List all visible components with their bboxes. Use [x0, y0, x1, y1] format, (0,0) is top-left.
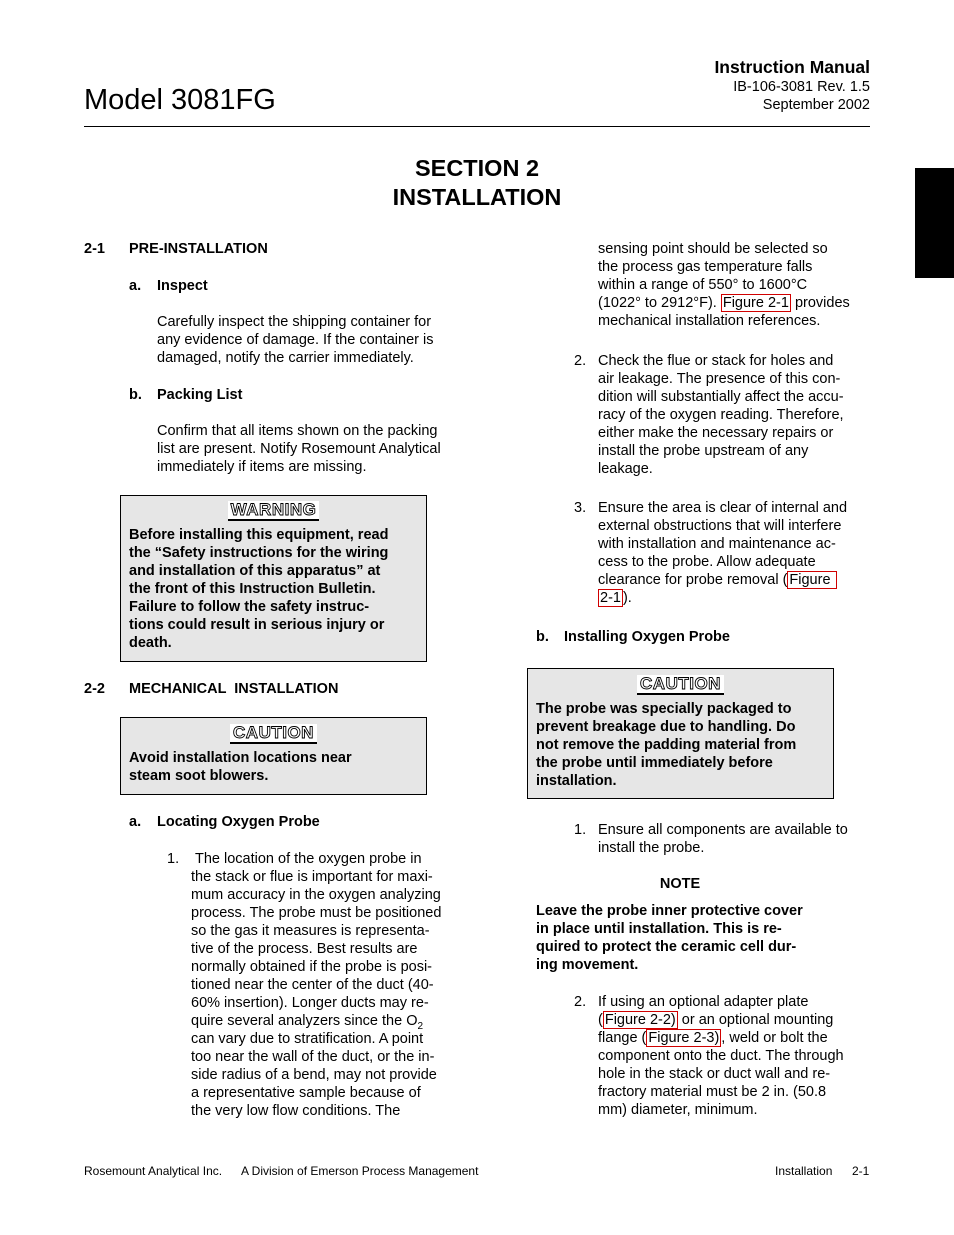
footer-section: Installation	[775, 1164, 833, 1178]
heading-2-1-number: 2-1	[84, 241, 105, 257]
section-tab	[915, 168, 954, 278]
note-text: Leave the probe inner protective cover in place until installation. This is re- quired to protect the ceramic cell dur- ing movement.	[536, 903, 803, 973]
doc-number: IB-106-3081 Rev. 1.5	[733, 79, 870, 95]
heading-pre-installation: PRE-INSTALLATION	[129, 241, 268, 257]
header-info	[714, 56, 870, 114]
heading-2-2-number: 2-2	[84, 681, 105, 697]
footer-division: A Division of Emerson Process Management	[241, 1164, 479, 1178]
manual-title: Instruction Manual	[714, 57, 870, 77]
warning-label: WARNING	[228, 501, 320, 521]
step-b1-number: 1.	[574, 822, 587, 838]
section-number: SECTION 2	[414, 155, 540, 181]
sub-a-letter: a.	[129, 278, 142, 294]
section-title: INSTALLATION	[392, 184, 562, 210]
step-b1-text: Ensure all components are available to install the probe.	[598, 822, 848, 856]
step-b2-number: 2.	[574, 994, 587, 1010]
item-1-continued: sensing point should be selected so the process gas temperature falls within a range of 550° to 1600°C (1022° to 2912°F). Figure 2-1 provides mechanical installation references.	[598, 241, 850, 329]
packing-list-paragraph: Confirm that all items shown on the packing list are present. Notify Rosemount Analytical immediately if items are missing.	[157, 423, 441, 475]
sub-b-letter: b.	[129, 387, 142, 403]
figure-2-1-link-c[interactable]: 2-1	[600, 590, 621, 606]
warning-text: Before installing this equipment, read the “Safety instructions for the wiring and installation of this apparatus” at the front of this Instruction Bulletin. Failure to follow the safety instruc- tions could result in serious injury or death.	[129, 527, 389, 651]
figure-2-1-link-b[interactable]: Figure	[789, 572, 835, 588]
sub-installing-title: Installing Oxygen Probe	[564, 629, 730, 645]
item-1-number: 1.	[167, 851, 180, 867]
sub-inspect-title: Inspect	[157, 278, 208, 294]
sub-installing-letter: b.	[536, 629, 549, 645]
item-1-text: The location of the oxygen probe in the stack or flue is important for maxi- mum accuracy in the oxygen analyzing process. The probe must be positioned so the gas it measures is representa- tive of the process. Best results are normally obtained if the probe is posi- tioned near the center of the duct (40- 60% insertion). Longer ducts may re- quire several analyzers since the $O_2$ can vary due to stratification. A point too near the wall of the duct, or the in- side radius of a bend, may not provide a representative sample because of the very low flow conditions. The	[191, 851, 442, 1119]
caution-box-packaging	[527, 668, 834, 799]
doc-date: September 2002	[762, 97, 870, 113]
footer-company: Rosemount Analytical Inc.	[84, 1164, 223, 1178]
step-b2-text: If using an optional adapter plate ( Figure 2-2) or an optional mounting flange ( Figure 2-3) , weld or bolt the component onto the duct. The through hole in the stack or duct wall and re- fractory material must be 2 in. (50.8 mm) diameter, minimum.	[598, 994, 844, 1118]
item-3-text: Ensure the area is clear of internal and external obstructions that will interfere with installation and maintenance ac- cess to the probe. Allow adequate clearance for probe removal ( Figure 2-1 ).	[598, 500, 848, 606]
note-label: NOTE	[659, 876, 701, 892]
sub-packing-list-title: Packing List	[157, 387, 243, 403]
inspect-paragraph: Carefully inspect the shipping container for any evidence of damage. If the container is damaged, notify the carrier immediately.	[157, 314, 434, 366]
caution-label-2: CAUTION	[637, 675, 724, 695]
item-3-number: 3.	[574, 500, 587, 516]
footer-page-number: 2-1	[852, 1164, 870, 1178]
heading-mechanical-installation: MECHANICAL INSTALLATION	[129, 681, 339, 697]
model-title: Model 3081FG	[84, 84, 276, 116]
figure-2-2-link[interactable]: Figure 2-2)	[604, 1012, 676, 1028]
caution-text-2: The probe was specially packaged to prevent breakage due to handling. Do not remove the padding material from the probe until immediately before installation.	[536, 701, 797, 789]
figure-2-1-link[interactable]: Figure 2-1	[722, 295, 789, 311]
caution-text: Avoid installation locations near steam soot blowers.	[129, 750, 352, 784]
item-2-number: 2.	[574, 353, 587, 369]
warning-box	[120, 495, 427, 662]
figure-2-3-link[interactable]: Figure 2-3)	[648, 1030, 720, 1046]
header-rule	[84, 126, 870, 127]
sub-locating-title: Locating Oxygen Probe	[157, 814, 320, 830]
caution-box-soot	[120, 717, 427, 795]
caution-label: CAUTION	[230, 724, 317, 744]
item-2-text: Check the flue or stack for holes and air leakage. The presence of this con- dition will substantially affect the accu- racy of the oxygen reading. Therefore, either make the necessary repairs or install the probe upstream of any leakage.	[598, 353, 844, 477]
sub-locating-letter: a.	[129, 814, 142, 830]
